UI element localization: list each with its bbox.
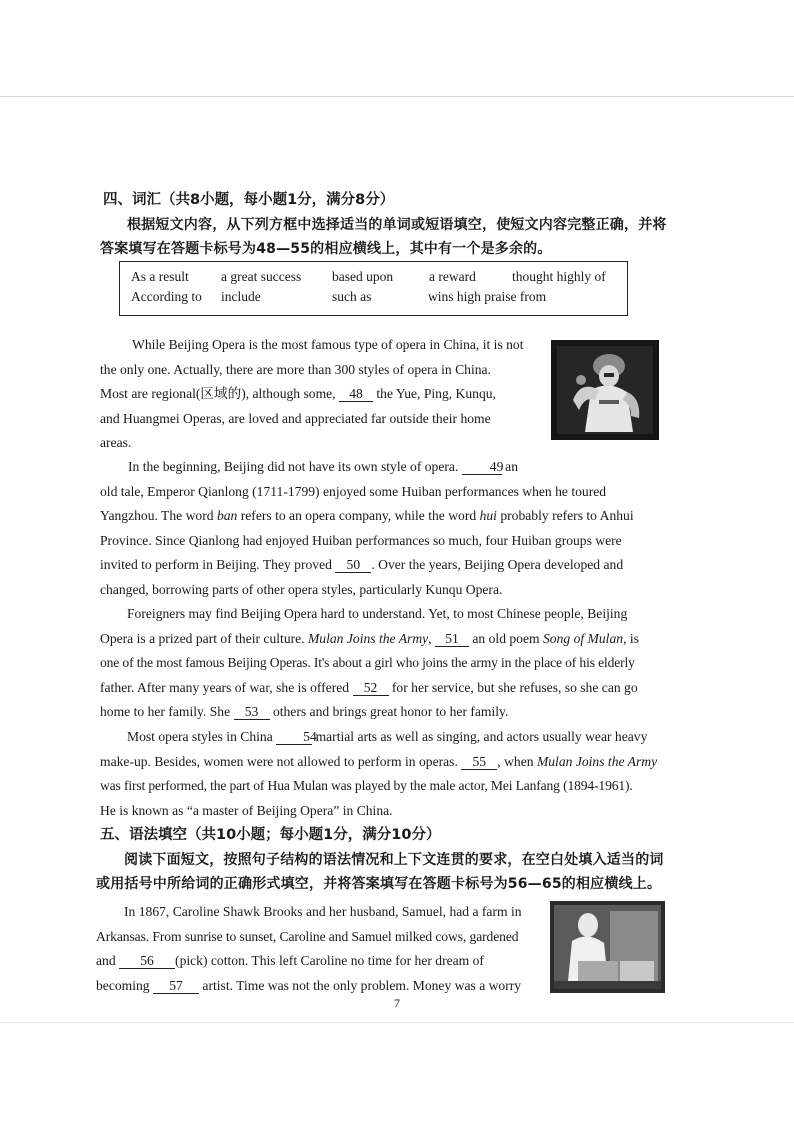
artist-photo [550, 901, 665, 993]
word-option: such as [332, 289, 372, 304]
blank-48[interactable]: 48 [339, 386, 373, 402]
section5-paragraph1 [96, 900, 540, 998]
word-option: As a result [131, 269, 189, 284]
word-bank-box [119, 261, 628, 316]
blank-52[interactable]: 52 [353, 680, 389, 696]
section4-instruction-line2: 答案填写在答题卡标号为48—55的相应横线上，其中有一个是多余的。 [100, 241, 552, 257]
top-margin [0, 0, 794, 98]
text-line: In the beginning, Beijing did not have its own style of opera. 49 an [128, 459, 519, 474]
opera-photo-graphic [551, 340, 659, 440]
section4-instruction-line1: 根据短文内容，从下列方框中选择适当的单词或短语填空，使短文内容完整正确，并将 [127, 217, 667, 233]
text-line: one of the most famous Beijing Operas. It's about a girl who joins the army in the place of his elderly [100, 655, 635, 670]
text-line: While Beijing Opera is the most famous type of opera in China, it is not [132, 337, 524, 352]
text-line: and Huangmei Operas, are loved and appreciated far outside their home [100, 410, 491, 426]
section5-instruction-line1: 阅读下面短文，按照句子结构的语法情况和上下文连贯的要求，在空白处填入适当的词 [124, 852, 664, 868]
text-line: make-up. Besides, women were not allowed to perform in operas. 55 , when Mulan Joins the Army [100, 753, 658, 769]
text-line: old tale, Emperor Qianlong (1711-1799) enjoyed some Huiban performances when he toured [100, 483, 607, 499]
word-option: a reward [429, 269, 476, 284]
text-line: Foreigners may find Beijing Opera hard to understand. Yet, to most Chinese people, Beijing [127, 606, 628, 621]
text-line: home to her family. She 53 others and brings great honor to her family. [100, 704, 509, 719]
text-line: changed, borrowing parts of other opera styles, particularly Kunqu Opera. [100, 581, 503, 597]
word-option: a great success [221, 269, 302, 284]
text-line: Arkansas. From sunrise to sunset, Caroline and Samuel milked cows, gardened [96, 928, 519, 944]
blank-51[interactable]: 51 [435, 631, 469, 647]
section4-paragraph3 [100, 602, 670, 725]
blank-56[interactable]: 56 [119, 953, 175, 969]
blank-55[interactable]: 55 [461, 754, 497, 770]
section5-instruction-line2: 或用括号中所给词的正确形式填空，并将答案填写在答题卡标号为56—65的相应横线上。 [96, 876, 662, 892]
text-line: Most opera styles in China 54 martial arts as well as singing, and actors usually wear heavy [127, 729, 648, 744]
word-option: include [221, 289, 261, 304]
text-line: Most are regional(区域的), although some, 48 the Yue, Ping, Kunqu, [100, 386, 496, 401]
section4-paragraph1 [100, 333, 530, 456]
blank-57[interactable]: 57 [153, 978, 199, 994]
section4-paragraph2 [100, 455, 670, 602]
text-line: areas. [100, 435, 132, 450]
word-option: According to [131, 289, 202, 304]
text-line: and 56 (pick) cotton. This left Caroline no time for her dream of [96, 953, 484, 968]
blank-49[interactable]: 49 [462, 459, 502, 475]
word-option: based upon [332, 269, 394, 284]
blank-53[interactable]: 53 [234, 704, 270, 720]
text-line: was first performed, the part of Hua Mulan was played by the male actor, Mei Lanfang (1894-1961). [100, 778, 633, 793]
text-line: In 1867, Caroline Shawk Brooks and her husband, Samuel, had a farm in [124, 904, 522, 919]
text-line: invited to perform in Beijing. They proved 50 . Over the years, Beijing Opera developed and [100, 557, 624, 572]
text-line: Yangzhou. The word ban refers to an opera company, while the word hui probably refers to Anhui [100, 508, 634, 523]
blank-54[interactable]: 54 [276, 729, 312, 745]
section5-heading: 五、语法填空（共10小题；每小题1分，满分10分） [100, 827, 441, 843]
blank-50[interactable]: 50 [335, 557, 371, 573]
text-line: becoming 57 artist. Time was not the only problem. Money was a worry [96, 977, 522, 993]
section4-heading: 四、词汇（共8小题，每小题1分，满分8分） [103, 192, 395, 208]
top-divider [0, 96, 794, 97]
text-line: father. After many years of war, she is offered 52 for her service, but she refuses, so she can go [100, 679, 638, 695]
opera-performer-photo [551, 340, 659, 440]
word-option: thought highly of [512, 269, 606, 284]
text-line: the only one. Actually, there are more than 300 styles of opera in China. [100, 361, 491, 377]
artist-photo-graphic [550, 901, 665, 993]
text-line: Opera is a prized part of their culture. Mulan Joins the Army, 51 an old poem Song of Mulan, is [100, 630, 639, 646]
word-option: wins high praise from [428, 289, 547, 304]
text-line: Province. Since Qianlong had enjoyed Huiban performances so much, four Huiban groups were [100, 532, 622, 548]
bottom-divider [0, 1022, 794, 1023]
page-number: 7 [394, 996, 400, 1010]
section4-paragraph4 [100, 725, 670, 823]
text-line: He is known as “a master of Beijing Opera” in China. [100, 802, 393, 818]
